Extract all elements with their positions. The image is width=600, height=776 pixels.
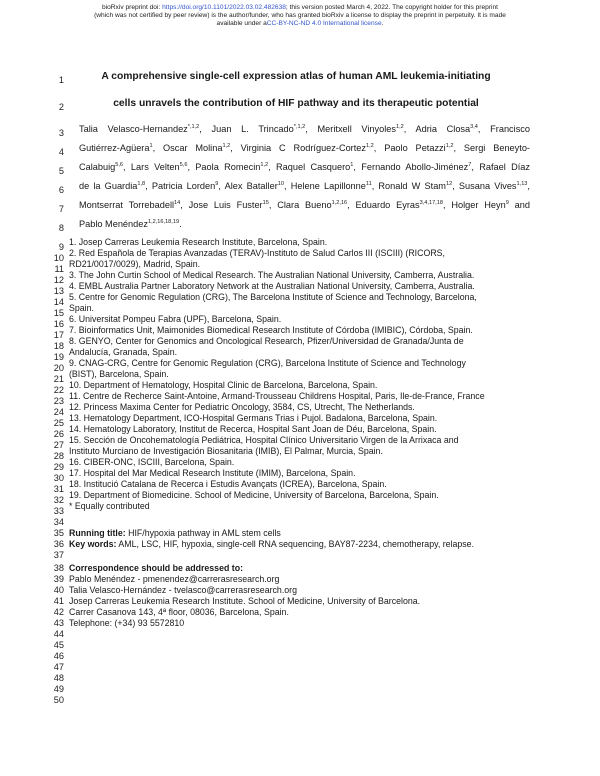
affiliation-superscript: 5,6 [179,161,188,168]
affiliation-line: 4. EMBL Australia Partner Laboratory Network at the Australian National University, Camberra, Australia. [69,281,475,291]
line-number: 20 [53,363,64,373]
affiliation-superscript: 3,4,17,18 [419,199,443,206]
affiliation-superscript: *,1,2 [293,123,306,130]
line-number: 14 [53,297,64,307]
author-name: , Jose Luis Fuster [180,200,263,210]
author-name: , Patricia Lorden [145,181,216,191]
affiliation-superscript: 1,2 [260,161,269,168]
line-number: 11 [54,264,64,274]
line-number: 26 [53,429,64,439]
affiliation-superscript: 1,2,16,18,19 [147,218,180,225]
affiliation-line: Andalucía, Granada, Spain. [69,347,178,357]
author-name: Pablo Menéndez [79,219,148,229]
line-number: 12 [53,275,64,285]
line-number: 8 [58,223,64,233]
line-number: 30 [53,473,64,483]
line-number: 49 [53,684,64,694]
affiliation-superscript: 1,13 [516,180,528,187]
running-title-label: Running title: [69,528,126,538]
line-number: 29 [53,462,64,472]
line-number: 23 [53,396,64,406]
affiliation-superscript: 1 [350,161,354,168]
correspondence-heading: Correspondence should be addressed to: [69,563,244,573]
affiliation-line: 17. Hospital del Mar Medical Research Institute (IMIM), Barcelona, Spain. [69,468,356,478]
author-name: Talia Velasco-Hernandez [79,124,188,134]
affiliation-superscript: 3,4 [470,123,478,130]
author-name: , Juan L. Trincado [199,124,294,134]
author-name: , Raquel Casquero [268,162,351,172]
author-name: , Francisco [477,124,530,134]
line-number: 17 [53,330,64,340]
affiliation-superscript: 1,2,16 [331,199,348,206]
affiliation-superscript: 7 [468,161,472,168]
line-number: 32 [53,495,64,505]
author-name: , Sergi Beneyto- [453,143,530,153]
author-name: and [508,200,530,210]
author-name: Montserrat Torrebadell [79,200,175,210]
author-name: , Lars Velten [123,162,180,172]
author-name: Gutiérrez-Agüera [79,143,150,153]
line-number: 45 [53,640,64,650]
correspondence-line: Talia Velasco-Hernández - tvelasco@carrerasresearch.org [69,585,297,595]
author-name: , Helene Lapillonne [284,181,366,191]
affiliation-line: RD21/0017/0029), Madrid, Spain. [69,259,201,269]
line-number: 15 [53,308,64,318]
line-number: 25 [53,418,64,428]
header-text: available under a [216,20,267,27]
author-name: , Alex Bataller [218,181,278,191]
author-line [79,162,530,173]
affiliation-line: 8. GENYO, Center for Genomics and Oncological Research, Pfizer/Universidad de Granada/Junta de [69,336,464,346]
affiliation-superscript: 15 [262,199,269,206]
author-line [79,181,530,192]
correspondence-line: Josep Carreras Leukemia Research Institute. School of Medicine, University of Barcelona. [69,596,421,606]
affiliation-line: 1. Josep Carreras Leukemia Research Institute, Barcelona, Spain. [69,237,328,247]
title-line-2: cells unravels the contribution of HIF pathway and its therapeutic potential [113,98,479,109]
line-number: 13 [53,286,64,296]
affiliation-line: 3. The John Curtin School of Medical Research. The Australian National University, Camberra, Australia. [69,270,475,280]
line-number: 37 [53,550,64,560]
affiliation-line: 18. Institució Catalana de Recerca i Estudis Avançats (ICREA), Barcelona, Spain. [69,479,387,489]
affiliation-line: 15. Sección de Oncohematología Pediátrica, Hospital Clínico Universitario Virgen de la Arrixaca and [69,435,459,445]
line-number: 40 [53,585,64,595]
line-number: 3 [58,128,64,138]
author-line [79,143,530,154]
affiliation-line: 10. Department of Hematology, Hospital Clinic de Barcelona, Barcelona, Spain. [69,380,378,390]
line-number: 34 [53,517,64,527]
affiliation-line: 13. Hematology Department, ICO-Hospital Germans Trias i Pujol. Badalona, Barcelona, Spain. [69,413,438,423]
author-name: , Meritxell Vinyoles [305,124,396,134]
line-number: 18 [53,341,64,351]
affiliation-superscript: 5,6 [115,161,124,168]
affiliation-line: 11. Centre de Recherce Saint-Antoine, Armand-Trousseau Childrens Hospital, Paris, Ile-de-France, France [69,391,485,401]
affiliation-line: 5. Centre for Genomic Regulation (CRG), The Barcelona Institute of Science and Technology, Barcelona, [69,292,477,302]
author-name: . [179,219,182,229]
author-name: , Oscar Molina [152,143,223,153]
affiliation-line: 14. Hematology Laboratory, Institut de Recerca, Hospital Sant Joan de Déu, Barcelona, Spain. [69,424,437,434]
author-name: , Adria Closa [403,124,471,134]
affiliation-superscript: 10 [277,180,285,187]
preprint-header [0,4,600,28]
line-number: 35 [53,528,64,538]
running-title [69,528,539,539]
affiliation-superscript: 1,2 [395,123,404,130]
line-number: 28 [53,451,64,461]
affiliation-superscript: 9 [505,199,509,206]
affiliation-line: 16. CIBER-ONC, ISCIII, Barcelona, Spain. [69,457,235,467]
line-number: 42 [53,607,64,617]
affiliation-superscript: 1,8 [137,180,146,187]
header-text: ; this version posted March 4, 2022. The copyright holder for this preprint [285,4,498,11]
affiliation-line: 12. Princess Maxima Center for Pediatric Oncology, 3584, CS, Utrecht, The Netherlands. [69,402,415,412]
keywords-label: Key words: [69,539,117,549]
affiliation-line: 7. Bioinformatics Unit, Maimonides Biomedical Research Institute of Córdoba (IMIBIC), Córdoba, Spain. [69,325,473,335]
line-number: 1 [58,75,64,85]
line-number: 24 [53,407,64,417]
line-number: 21 [53,374,64,384]
author-name: , Fernando Abollo-Jiménez [353,162,469,172]
affiliation-superscript: *,1,2 [187,123,200,130]
line-number: 38 [53,563,64,573]
author-name: , Rafael Díaz [471,162,531,172]
line-number: 10 [53,253,64,263]
header-text: bioRxiv preprint doi: [102,4,163,11]
affiliation-line: 6. Universitat Pompeu Fabra (UPF), Barcelona, Spain. [69,314,282,324]
line-number: 16 [53,319,64,329]
doi-link[interactable]: https://doi.org/10.1101/2022.03.02.482638 [162,4,286,11]
line-number: 9 [58,242,64,252]
author-name: de la Guardia [79,181,138,191]
line-number: 43 [53,618,64,628]
line-number: 4 [58,147,64,157]
author-name: , Susana Vives [452,181,517,191]
line-number: 50 [53,695,64,705]
line-number: 41 [53,596,64,606]
license-link[interactable]: CC-BY-NC-ND 4.0 International license [266,20,382,27]
line-number: 33 [53,506,64,516]
line-number: 2 [58,102,64,112]
author-name: , Virginia C Rodríguez-Cortez [230,143,366,153]
affiliation-line: 19. Department of Biomedicine. School of Medicine, University of Barcelona, Barcelona, Spain. [69,490,439,500]
author-line [79,124,530,135]
affiliation-superscript: 12 [445,180,453,187]
author-name: Calabuig [79,162,116,172]
affiliation-superscript: 1 [149,142,153,149]
line-number: 31 [53,484,64,494]
affiliation-line: * Equally contributed [69,501,150,511]
line-number: 6 [58,185,64,195]
author-name: , Clara Bueno [268,200,332,210]
affiliation-superscript: 11 [365,180,372,187]
line-number: 36 [53,539,64,549]
header-text: . [381,20,384,27]
line-number: 7 [58,204,64,214]
affiliation-superscript: 9 [215,180,219,187]
affiliation-line: Instituto Murciano de Investigación Biosanitaria (IMIB), El Palmar, Murcia, Spain. [69,446,383,456]
line-number: 22 [53,385,64,395]
affiliation-superscript: 1,2 [445,142,454,149]
author-line [79,200,530,211]
author-name: , Eduardo Eyras [347,200,420,210]
line-number: 5 [58,166,64,176]
line-number: 39 [53,574,64,584]
keywords-text: AML, LSC, HIF, hypoxia, single-cell RNA sequencing, BAY87-2234, chemotherapy, relapse. [116,539,475,549]
affiliation-superscript: 1,2 [366,142,374,149]
title-line-1: A comprehensive single-cell expression atlas of human AML leukemia-initiating [101,71,491,82]
line-number: 19 [53,352,64,362]
affiliation-superscript: 14 [174,199,181,206]
line-number: 47 [53,662,64,672]
header-text: (which was not certified by peer review) is the author/funder, who has granted bioRxiv a license to display the preprint in perpetuity. It is made [94,12,506,19]
correspondence-line: Pablo Menéndez - pmenendez@carrerasresearch.org [69,574,280,584]
keywords [69,539,539,550]
author-name: , Paolo Petazzi [373,143,446,153]
line-number: 46 [53,651,64,661]
author-name: , Ronald W Stam [371,181,446,191]
affiliation-superscript: 1,2 [222,142,231,149]
running-title-text: HIF/hypoxia pathway in AML stem cells [125,528,281,538]
affiliation-line: (BIST), Barcelona, Spain. [69,369,169,379]
author-name: , [527,181,530,191]
line-number: 48 [53,673,64,683]
line-number: 27 [53,440,64,450]
line-number: 44 [53,629,64,639]
correspondence-line: Telephone: (+34) 93 5572810 [69,618,185,628]
author-line [79,219,530,230]
affiliation-line: Spain. [69,303,94,313]
author-name: , Paola Romecin [187,162,261,172]
affiliation-line: 2. Red Española de Terapias Avanzadas (TERAV)-Instituto de Salud Carlos III (ISCIII) (RICORS, [69,248,445,258]
correspondence-line: Carrer Casanova 143, 4ª floor, 08036, Barcelona, Spain. [69,607,289,617]
affiliation-line: 9. CNAG-CRG, Centre for Genomic Regulation (CRG), Barcelona Institute of Science and Technology [69,358,466,368]
author-name: , Holger Heyn [442,200,506,210]
